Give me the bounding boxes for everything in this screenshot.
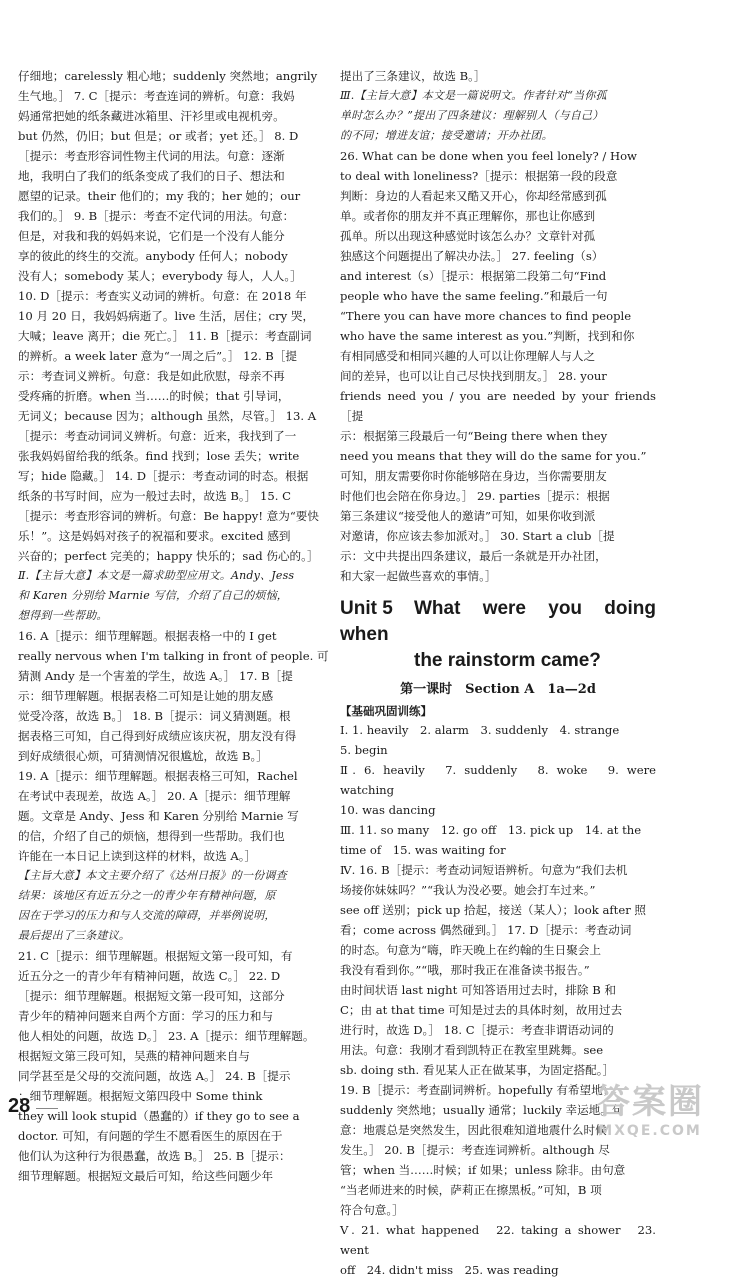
text-line: 看；come across 偶然碰到。］ 17. D［提示：考查动词 xyxy=(340,923,632,937)
left-column xyxy=(18,66,340,1186)
text-line: 时他们也会陪在你身边。］ 29. parties［提示：根据 xyxy=(340,489,610,503)
text-line: 和 Karen 分别给 Marnie 写信，介绍了自己的烦恼， xyxy=(18,589,289,602)
text-line: 他人相处的问题，故选 D。］ 23. A［提示：细节理解题。 xyxy=(18,1029,315,1043)
page-number: 28 xyxy=(8,1095,31,1117)
text-line: suddenly 突然地；usually 通常；luckily 幸运地。句 xyxy=(340,1103,624,1117)
text-line: sb. doing sth. 看见某人正在做某事，为固定搭配。］ xyxy=(340,1063,615,1077)
text-line: 青少年的精神问题来自两个方面：学习的压力和与 xyxy=(18,1009,274,1023)
text-line: 我没有看到你。”“哦，那时我正在准备读书报告。” xyxy=(340,963,590,977)
text-line: 受疼痛的折磨。when 当……的时候；that 引导词， xyxy=(18,389,290,403)
text-line: 近五分之一的青少年有精神问题，故选 C。］ 22. D xyxy=(18,969,281,983)
text-line: 对邀请，你应该去参加派对。］ 30. Start a club［提 xyxy=(340,529,615,543)
text-line: they will look stupid（愚蠢的）if they go to see a xyxy=(18,1109,300,1123)
text-line: doctor. 可知，有问题的学生不愿看医生的原因在于 xyxy=(18,1129,283,1143)
text-line: 的时态。句意为“嗨，昨天晚上在约翰的生日聚会上 xyxy=(340,943,601,957)
theme-summary xyxy=(18,866,340,946)
text-line: 没有人；somebody 某人；everybody 每人，人人。］ xyxy=(18,269,302,283)
theme-summary xyxy=(340,86,656,146)
text-line: 21. C［提示：细节理解题。根据短文第一段可知，有 xyxy=(18,949,293,963)
text-line: 享的彼此的终生的交流。anybody 任何人；nobody xyxy=(18,249,288,263)
text-line: Ⅱ. 6. heavily 7. suddenly 8. woke 9. were watching xyxy=(340,763,656,797)
text-line: 示：文中共提出四条建议，最后一条就是开办社团， xyxy=(340,549,607,563)
text-line: 发生。］ 20. B［提示：考查连词辨析。although 尽 xyxy=(340,1143,610,1157)
text-line: 示：考查词义辨析。句意：我是如此欣慰，母亲不再 xyxy=(18,369,285,383)
watermark-logo xyxy=(565,1082,735,1144)
text-line: and interest（s）［提示：根据第二段第二句“Find xyxy=(340,269,607,283)
answer-block xyxy=(340,66,656,86)
text-line: 他们认为这种行为很愚蠢，故选 B。］ 25. B［提示： xyxy=(18,1149,291,1163)
text-line: 和大家一起做些喜欢的事情。］ xyxy=(340,569,497,583)
text-line: Ⅰ. 1. heavily 2. alarm 3. suddenly 4. strange xyxy=(340,723,620,737)
text-line: Ⅲ.【主旨大意】本文是一篇说明文。作者针对“当你孤 xyxy=(340,89,607,102)
text-line: 孤单。所以出现这种感觉时该怎么办？文章针对孤 xyxy=(340,229,596,243)
text-line: but 仍然，仍旧；but 但是；or 或者；yet 还。］ 8. D xyxy=(18,129,299,143)
text-line: 结果：该地区有近五分之一的青少年有精神问题，原 xyxy=(18,889,276,902)
text-line: 可知，朋友需要你时你能够陪在身边，当你需要朋友 xyxy=(340,469,607,483)
text-line: 无词义；because 因为；although 虽然，尽管。］ 13. A xyxy=(18,409,317,423)
text-line: 生气地。］ 7. C［提示：考查连词的辨析。句意：我妈 xyxy=(18,89,295,103)
text-line: 张我妈妈留给我的纸条。find 找到；lose 丢失；write xyxy=(18,449,300,463)
text-line: 进行时，故选 D。］ 18. C［提示：考查非谓语动词的 xyxy=(340,1023,614,1037)
text-line: “当老师进来的时候，萨莉正在擦黑板。”可知，B 项 xyxy=(340,1183,602,1197)
text-line: 由时间状语 last night 可知答语用过去时，排除 B 和 xyxy=(340,983,616,997)
text-line: 管；when 当……时候；if 如果；unless 除非。由句意 xyxy=(340,1163,626,1177)
text-line: time of 15. was waiting for xyxy=(340,843,506,857)
unit-heading xyxy=(340,596,656,674)
text-line: 5. begin xyxy=(340,743,388,757)
text-line: 用法。句意：我刚才看到凯特正在教室里跳舞。see xyxy=(340,1043,604,1057)
text-line: 场接你妹妹吗？”“我认为没必要。她会打车过来。” xyxy=(340,883,596,897)
theme-summary xyxy=(18,566,340,626)
text-line: 26. What can be done when you feel lonely? / How xyxy=(340,149,637,163)
text-line: 细节理解题。根据短文最后可知，给这些问题少年 xyxy=(18,1169,274,1183)
text-line: 在考试中表现差，故选 A。］ 20. A［提示：细节理解 xyxy=(18,789,291,803)
text-line: 纸条的书写时间，应为一般过去时，故选 B。］ 15. C xyxy=(18,489,291,503)
text-line: 间的差异，也可以让自己尽快找到朋友。］ 28. your xyxy=(340,369,607,383)
text-line: friends need you / you are needed by your friends［提 xyxy=(340,389,656,423)
text-line: Ⅴ. 21. what happened 22. taking a shower 23. went xyxy=(340,1223,656,1257)
text-line: 示：根据第三段最后一句“Being there when they xyxy=(340,429,608,443)
lesson-title: 第一课时 Section A 1a—2d xyxy=(400,682,596,697)
text-line: 10. D［提示：考查实义动词的辨析。句意：在 2018 年 xyxy=(18,289,307,303)
text-line: 觉受冷落，故选 B。］ 18. B［提示：词义猜测题。根 xyxy=(18,709,291,723)
text-line: ［提示：考查形容词的辨析。句意：Be happy! 意为“要快 xyxy=(18,509,319,523)
text-line: 同学甚至是父母的交流问题，故选 A。］ 24. B［提示 xyxy=(18,1069,291,1083)
text-line: 地，我明白了我们的纸条变成了我们的日子、想法和 xyxy=(18,169,285,183)
section-label: 【基础巩固训练】 xyxy=(340,704,432,718)
text-line: 判断：身边的人看起来又酷又开心，你却经常感到孤 xyxy=(340,189,607,203)
text-line: 的不同；增进友谊；接受邀请；开办社团。 xyxy=(340,129,553,142)
text-line: 独感这个问题提出了解决办法。］ 27. feeling（s） xyxy=(340,249,604,263)
text-line: 10. was dancing xyxy=(340,803,436,817)
answer-block xyxy=(340,146,656,586)
text-line: 猜测 Andy 是一个害羞的学生，故选 A。］ 17. B［提 xyxy=(18,669,293,683)
text-line: 最后提出了三条建议。 xyxy=(18,929,130,942)
text-line: 因在于学习的压力和与人交流的障碍，并举例说明， xyxy=(18,909,276,922)
page-number-rule xyxy=(36,1108,58,1109)
text-line: 题。文章是 Andy、Jess 和 Karen 分别给 Marnie 写 xyxy=(18,809,299,823)
text-line: Ⅱ.【主旨大意】本文是一篇求助型应用文。Andy、Jess xyxy=(18,569,295,582)
text-line: 10 月 20 日，我妈妈病逝了。live 生活，居住；cry 哭， xyxy=(18,309,315,323)
unit-title-line2: the rainstorm came? xyxy=(414,650,601,671)
text-line: 意：地震总是突然发生，因此很难知道地震什么时候 xyxy=(340,1123,607,1137)
text-line: 符合句意。］ xyxy=(340,1203,404,1217)
text-line: people who have the same feeling.”和最后一句 xyxy=(340,289,608,303)
text-line: need you means that they will do the same for you.” xyxy=(340,449,647,463)
text-line: 大喊；leave 离开；die 死亡。］ 11. B［提示：考查副词 xyxy=(18,329,312,343)
text-line: 【主旨大意】本文主要介绍了《达州日报》的一份调查 xyxy=(18,869,287,882)
text-line: C；由 at that time 可知是过去的具体时刻，故用过去 xyxy=(340,1003,623,1017)
text-line: 示：细节理解题。根据表格二可知是让她的朋友感 xyxy=(18,689,274,703)
text-line: Ⅲ. 11. so many 12. go off 13. pick up 14. at the xyxy=(340,823,642,837)
text-line: 第三条建议“接受他人的邀请”可知，如果你收到派 xyxy=(340,509,596,523)
text-line: to deal with loneliness?［提示：根据第一段的段意 xyxy=(340,169,618,183)
text-line: 我们的。］ 9. B［提示：考查不定代词的用法。句意： xyxy=(18,209,295,223)
text-line: 写；hide 隐藏。］ 14. D［提示：考查动词的时态。根据 xyxy=(18,469,309,483)
text-line: 的信，介绍了自己的烦恼，想得到一些帮助。我们也 xyxy=(18,829,285,843)
watermark-en: MXQE.COM xyxy=(598,1123,702,1139)
text-line: 单时怎么办？”提出了四条建议：理解别人（与自己） xyxy=(340,109,604,122)
text-line: 提出了三条建议，故选 B。］ xyxy=(340,69,486,83)
answer-block xyxy=(18,946,340,1186)
text-line: 到好成绩很心烦，可猜测情况很尴尬，故选 B。］ xyxy=(18,749,268,763)
text-line: 的辨析。a week later 意为“一周之后”。］ 12. B［提 xyxy=(18,349,298,363)
text-line: Ⅳ. 16. B［提示：考查动词短语辨析。句意为“我们去机 xyxy=(340,863,628,877)
unit-title-line1: What were you doing when xyxy=(340,598,656,645)
answer-block xyxy=(18,626,340,866)
text-line: 单。或者你的朋友并不真正理解你，那也让你感到 xyxy=(340,209,596,223)
text-line: see off 送别；pick up 拾起，接送（某人）；look after 照 xyxy=(340,903,647,917)
text-line: 愿望的记录。their 他们的；my 我的；her 她的；our xyxy=(18,189,301,203)
text-line: 妈通常把她的纸条藏进冰箱里、汗衫里或电视机旁。 xyxy=(18,109,285,123)
text-line: 19. B［提示：考查副词辨析。hopefully 有希望地； xyxy=(340,1083,615,1097)
text-line: 乐！”。这是妈妈对孩子的祝福和要求。excited 感到 xyxy=(18,529,291,543)
text-line: 想得到一些帮助。 xyxy=(18,609,108,622)
exercise-answers xyxy=(340,720,656,1280)
text-line: 仔细地；carelessly 粗心地；suddenly 突然地；angrily xyxy=(18,69,318,83)
text-line: really nervous when I'm talking in front of people. 可 xyxy=(18,649,329,663)
text-line: 19. A［提示：细节理解题。根据表格三可知，Rachel xyxy=(18,769,298,783)
text-line: off 24. didn't miss 25. was reading xyxy=(340,1263,559,1277)
unit-number: Unit 5 xyxy=(340,598,393,619)
text-line: 兴奋的；perfect 完美的；happy 快乐的；sad 伤心的。］ xyxy=(18,549,319,563)
text-line: ［提示：考查形容词性物主代词的用法。句意：逐渐 xyxy=(18,149,285,163)
answer-block xyxy=(18,66,340,566)
text-line: ［提示：考查动词词义辨析。句意：近来，我找到了一 xyxy=(18,429,297,443)
text-line: 许能在一本日记上读到这样的材料，故选 A。］ xyxy=(18,849,257,863)
text-line: 据表格三可知，自己得到好成绩应该庆祝，朋友没有得 xyxy=(18,729,297,743)
watermark-cn: 答案圈 xyxy=(596,1082,704,1122)
text-line: 但是，对我和我的妈妈来说，它们是一个没有人能分 xyxy=(18,229,285,243)
text-line: ［提示：细节理解题。根据短文第一段可知，这部分 xyxy=(18,989,285,1003)
text-line: “There you can have more chances to find people xyxy=(340,309,632,323)
text-line: 16. A［提示：细节理解题。根据表格一中的 I get xyxy=(18,629,277,643)
text-line: ：细节理解题。根据短文第四段中 Some think xyxy=(18,1089,263,1103)
text-line: 有相同感受和相同兴趣的人可以让你理解人与人之 xyxy=(340,349,596,363)
text-line: who have the same interest as you.”判断，找到和你 xyxy=(340,329,635,343)
text-line: 根据短文第三段可知，吴燕的精神问题来自与 xyxy=(18,1049,250,1063)
